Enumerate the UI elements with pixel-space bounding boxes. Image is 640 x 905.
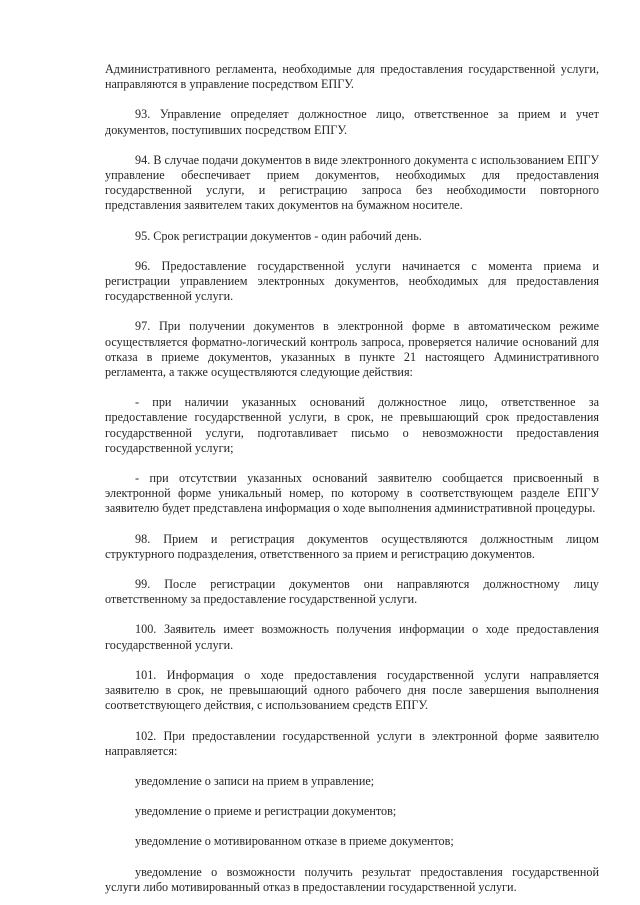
paragraph-97-item-2: - при отсутствии указанных оснований заявителю сообщается присвоенный в электронной форме уникальный номер, по которому в соответствующем разделе ЕПГУ заявителю будет представлена информация о ходе выполнения административной процедуры. [105, 471, 599, 516]
paragraph-continuation: Административного регламента, необходимые для предоставления государственной услуги, направляются в управление посредством ЕПГУ. [105, 62, 599, 92]
paragraph-99: 99. После регистрации документов они направляются должностному лицу ответственному за предоставление государственной услуги. [105, 577, 599, 607]
paragraph-102-item-4: уведомление о возможности получить результат предоставления государственной услуги либо мотивированный отказ в предоставлении государственной услуги. [105, 864, 599, 894]
paragraph-93: 93. Управление определяет должностное лицо, ответственное за прием и учет документов, поступивших посредством ЕПГУ. [105, 107, 599, 137]
paragraph-98: 98. Прием и регистрация документов осуществляются должностным лицом структурного подразделения, ответственного за прием и регистрацию документов. [105, 531, 599, 561]
paragraph-95: 95. Срок регистрации документов - один рабочий день. [135, 228, 422, 243]
paragraph-97-item-1: - при наличии указанных оснований должностное лицо, ответственное за предоставление государственной услуги, в срок, не превышающий срок предоставления государственной услуги, подготавливает письмо о невозможности предоставления государственной услуги; [105, 395, 599, 455]
paragraph-97: 97. При получении документов в электронной форме в автоматическом режиме осуществляется форматно-логический контроль запроса, проверяется наличие оснований для отказа в приеме документов, указанных в пункте 21 настоящего Административного регламента, а также осуществляются следующие действия: [105, 319, 599, 380]
paragraph-94: 94. В случае подачи документов в виде электронного документа с использованием ЕПГУ управление обеспечивает прием документов, необходимых для предоставления государственной услуги, и регистрацию запроса без необходимости повторного представления заявителем таких документов на бумажном носителе. [105, 152, 599, 213]
paragraph-102: 102. При предоставлении государственной услуги в электронной форме заявителю направляется: [105, 728, 599, 758]
paragraph-100: 100. Заявитель имеет возможность получения информации о ходе предоставления государственной услуги. [105, 622, 599, 652]
paragraph-102-item-2: уведомление о приеме и регистрации документов; [135, 804, 397, 819]
document-body [105, 62, 599, 895]
paragraph-96: 96. Предоставление государственной услуги начинается с момента приема и регистрации управлением электронных документов, необходимых для предоставления государственной услуги. [105, 258, 599, 304]
paragraph-102-item-1: уведомление о записи на прием в управление; [135, 773, 375, 788]
paragraph-102-item-3: уведомление о мотивированном отказе в приеме документов; [135, 834, 454, 849]
paragraph-101: 101. Информация о ходе предоставления государственной услуги направляется заявителю в срок, не превышающий одного рабочего дня после завершения выполнения соответствующего действия, с использованием средств ЕПГУ. [105, 667, 599, 713]
